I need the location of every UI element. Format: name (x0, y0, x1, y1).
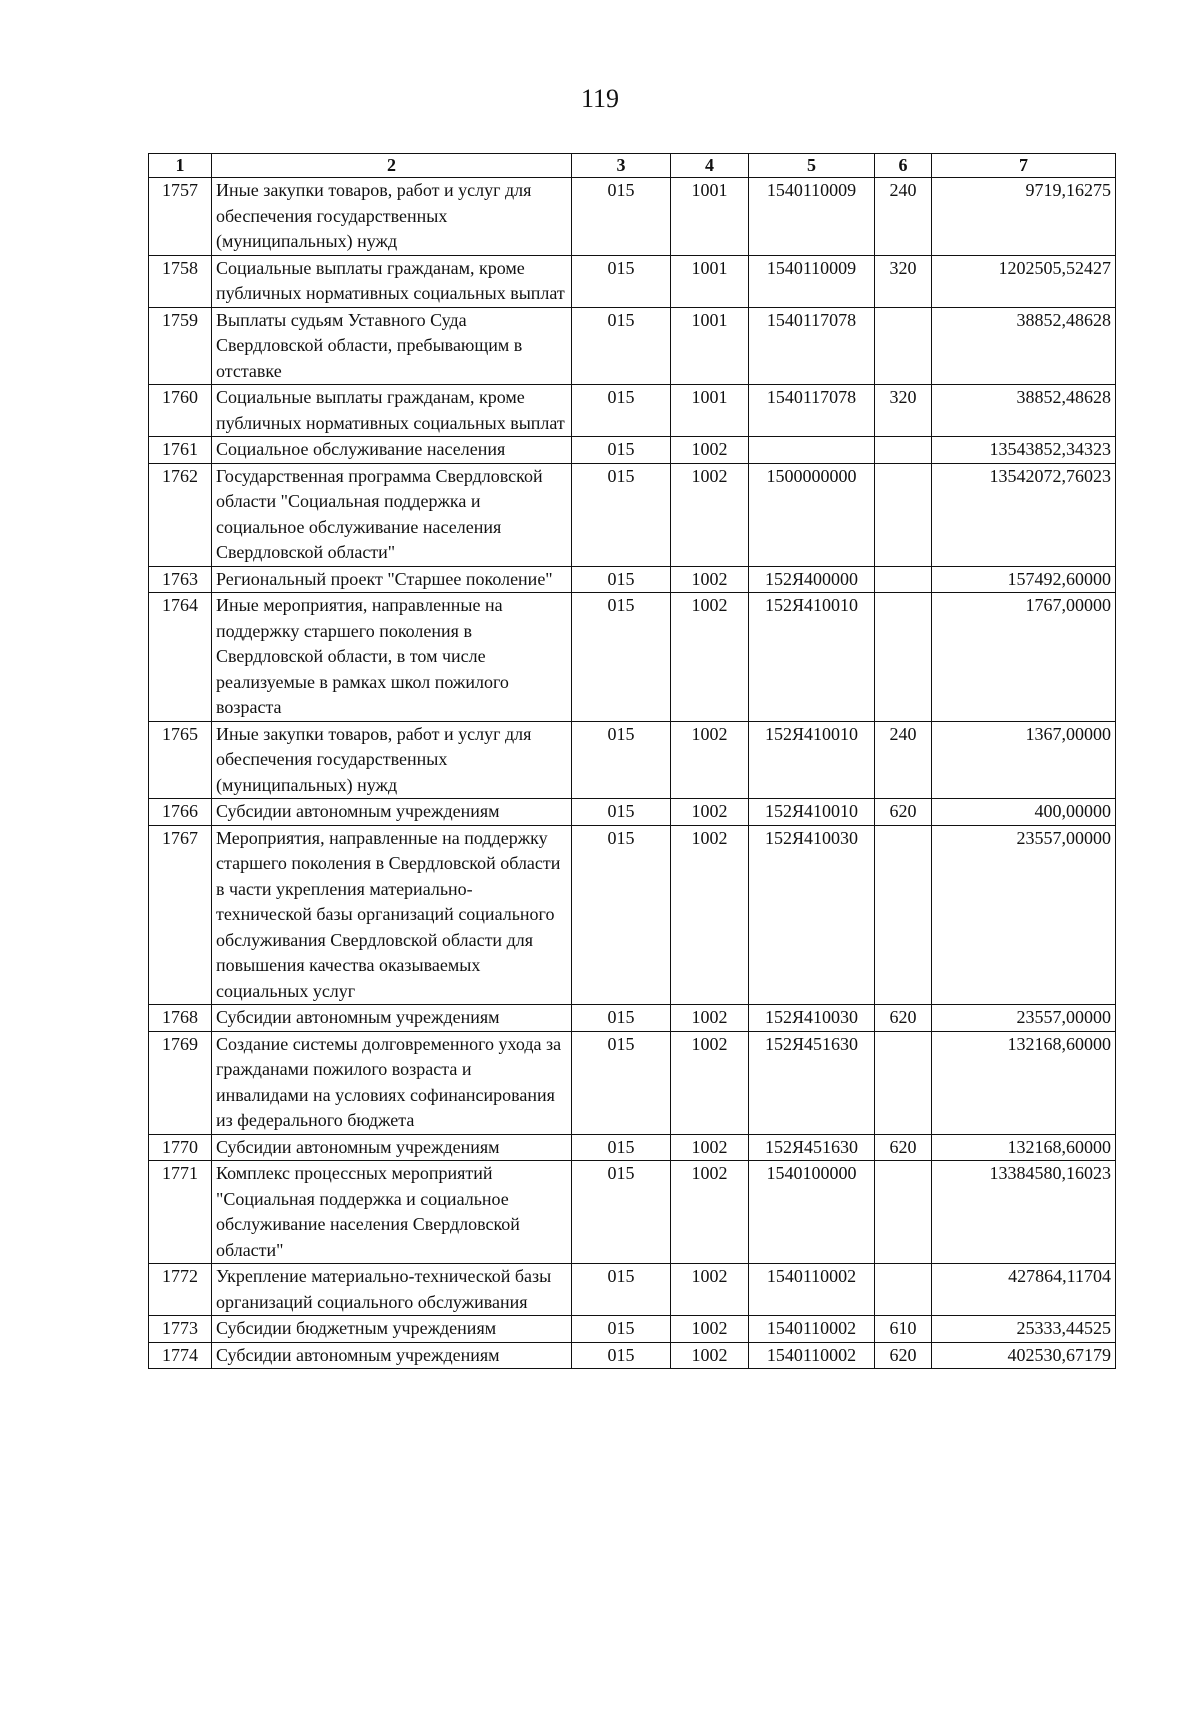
header-col-5: 5 (749, 154, 875, 178)
row-col-4: 1002 (671, 721, 749, 799)
row-col-5: 152Я410030 (749, 1005, 875, 1032)
header-col-1: 1 (149, 154, 212, 178)
table-row (149, 255, 1116, 307)
row-col-3: 015 (572, 721, 671, 799)
row-col-4: 1002 (671, 1316, 749, 1343)
row-col-6 (875, 825, 932, 1005)
row-col-6 (875, 1264, 932, 1316)
row-col-3: 015 (572, 1264, 671, 1316)
header-col-7: 7 (932, 154, 1116, 178)
row-col-3: 015 (572, 463, 671, 566)
row-col-3: 015 (572, 1031, 671, 1134)
row-sum: 157492,60000 (932, 566, 1116, 593)
row-sum: 1767,00000 (932, 593, 1116, 722)
row-name: Иные мероприятия, направленные на поддержку старшего поколения в Свердловской области, в том числе реализуемые в рамках школ пожилого возраста (212, 593, 572, 722)
row-col-4: 1002 (671, 1134, 749, 1161)
row-col-6 (875, 593, 932, 722)
row-col-4: 1002 (671, 1005, 749, 1032)
row-col-4: 1001 (671, 385, 749, 437)
row-col-6: 610 (875, 1316, 932, 1343)
row-col-5: 1540110009 (749, 178, 875, 256)
row-col-6 (875, 307, 932, 385)
row-sum: 23557,00000 (932, 1005, 1116, 1032)
row-col-4: 1002 (671, 437, 749, 464)
row-col-5: 152Я410030 (749, 825, 875, 1005)
row-name: Социальные выплаты гражданам, кроме публичных нормативных социальных выплат (212, 255, 572, 307)
table-row (149, 385, 1116, 437)
row-sum: 13542072,76023 (932, 463, 1116, 566)
row-sum: 13543852,34323 (932, 437, 1116, 464)
row-col-5: 1540110009 (749, 255, 875, 307)
row-col-4: 1002 (671, 1264, 749, 1316)
row-col-4: 1002 (671, 1342, 749, 1369)
row-col-4: 1002 (671, 463, 749, 566)
row-number: 1762 (149, 463, 212, 566)
row-number: 1769 (149, 1031, 212, 1134)
row-name: Иные закупки товаров, работ и услуг для обеспечения государственных (муниципальных) нужд (212, 178, 572, 256)
row-sum: 402530,67179 (932, 1342, 1116, 1369)
row-col-6: 620 (875, 1134, 932, 1161)
row-sum: 427864,11704 (932, 1264, 1116, 1316)
row-col-3: 015 (572, 255, 671, 307)
row-col-5: 1540117078 (749, 385, 875, 437)
table-row (149, 799, 1116, 826)
row-sum: 38852,48628 (932, 385, 1116, 437)
row-col-6: 620 (875, 799, 932, 826)
row-col-6: 320 (875, 385, 932, 437)
table-row (149, 1161, 1116, 1264)
header-col-6: 6 (875, 154, 932, 178)
row-col-5: 1500000000 (749, 463, 875, 566)
row-sum: 25333,44525 (932, 1316, 1116, 1343)
row-number: 1771 (149, 1161, 212, 1264)
row-col-3: 015 (572, 1005, 671, 1032)
row-col-6: 620 (875, 1342, 932, 1369)
table-row (149, 1031, 1116, 1134)
row-col-3: 015 (572, 566, 671, 593)
table-row (149, 178, 1116, 256)
row-number: 1759 (149, 307, 212, 385)
row-col-5: 1540110002 (749, 1316, 875, 1343)
row-col-5: 152Я410010 (749, 721, 875, 799)
budget-table (148, 153, 1116, 1369)
row-number: 1773 (149, 1316, 212, 1343)
table-row (149, 1316, 1116, 1343)
row-col-5: 1540110002 (749, 1264, 875, 1316)
table-row (149, 1134, 1116, 1161)
table-row (149, 307, 1116, 385)
row-col-6 (875, 1161, 932, 1264)
row-col-4: 1001 (671, 255, 749, 307)
table-row (149, 593, 1116, 722)
table-row (149, 566, 1116, 593)
row-number: 1765 (149, 721, 212, 799)
table-header-row (149, 154, 1116, 178)
row-number: 1764 (149, 593, 212, 722)
row-col-4: 1002 (671, 1161, 749, 1264)
row-col-6 (875, 566, 932, 593)
row-name: Укрепление материально-технической базы организаций социального обслуживания (212, 1264, 572, 1316)
row-name: Субсидии автономным учреждениям (212, 1342, 572, 1369)
table-row (149, 437, 1116, 464)
row-name: Государственная программа Свердловской области "Социальная поддержка и социальное обслуживание населения Свердловской области" (212, 463, 572, 566)
row-col-4: 1002 (671, 566, 749, 593)
row-number: 1772 (149, 1264, 212, 1316)
row-number: 1763 (149, 566, 212, 593)
row-name: Мероприятия, направленные на поддержку старшего поколения в Свердловской области в части укрепления материально-технической базы организаций социального обслуживания Свердловской области для повышения качества оказываемых социальных услуг (212, 825, 572, 1005)
row-col-5: 152Я451630 (749, 1134, 875, 1161)
header-col-4: 4 (671, 154, 749, 178)
row-col-3: 015 (572, 825, 671, 1005)
row-col-3: 015 (572, 307, 671, 385)
table-row (149, 1005, 1116, 1032)
row-col-5: 152Я400000 (749, 566, 875, 593)
row-name: Субсидии автономным учреждениям (212, 1005, 572, 1032)
row-col-6: 620 (875, 1005, 932, 1032)
row-sum: 9719,16275 (932, 178, 1116, 256)
row-col-5: 152Я410010 (749, 593, 875, 722)
row-number: 1758 (149, 255, 212, 307)
row-name: Субсидии бюджетным учреждениям (212, 1316, 572, 1343)
page-number: 119 (580, 84, 620, 113)
row-sum: 23557,00000 (932, 825, 1116, 1005)
row-col-6: 240 (875, 721, 932, 799)
row-col-5: 152Я451630 (749, 1031, 875, 1134)
row-col-3: 015 (572, 178, 671, 256)
row-col-6 (875, 437, 932, 464)
row-name: Социальное обслуживание населения (212, 437, 572, 464)
row-col-5: 1540100000 (749, 1161, 875, 1264)
row-name: Субсидии автономным учреждениям (212, 799, 572, 826)
row-col-4: 1002 (671, 593, 749, 722)
row-col-4: 1002 (671, 1031, 749, 1134)
row-col-3: 015 (572, 593, 671, 722)
row-col-3: 015 (572, 1161, 671, 1264)
row-col-3: 015 (572, 799, 671, 826)
row-col-5: 1540110002 (749, 1342, 875, 1369)
row-name: Выплаты судьям Уставного Суда Свердловской области, пребывающим в отставке (212, 307, 572, 385)
header-col-2: 2 (212, 154, 572, 178)
row-number: 1760 (149, 385, 212, 437)
table-row (149, 1342, 1116, 1369)
row-col-6: 240 (875, 178, 932, 256)
row-sum: 132168,60000 (932, 1031, 1116, 1134)
row-col-5: 1540117078 (749, 307, 875, 385)
row-col-3: 015 (572, 385, 671, 437)
row-col-3: 015 (572, 1134, 671, 1161)
row-number: 1761 (149, 437, 212, 464)
row-sum: 1202505,52427 (932, 255, 1116, 307)
row-col-5: 152Я410010 (749, 799, 875, 826)
row-col-6 (875, 1031, 932, 1134)
table-body (149, 178, 1116, 1369)
row-col-6 (875, 463, 932, 566)
row-name: Региональный проект "Старшее поколение" (212, 566, 572, 593)
row-col-3: 015 (572, 1342, 671, 1369)
row-name: Социальные выплаты гражданам, кроме публичных нормативных социальных выплат (212, 385, 572, 437)
header-col-3: 3 (572, 154, 671, 178)
row-col-4: 1001 (671, 178, 749, 256)
row-col-3: 015 (572, 437, 671, 464)
row-name: Субсидии автономным учреждениям (212, 1134, 572, 1161)
row-col-4: 1002 (671, 799, 749, 826)
row-number: 1757 (149, 178, 212, 256)
row-name: Иные закупки товаров, работ и услуг для обеспечения государственных (муниципальных) нужд (212, 721, 572, 799)
row-number: 1766 (149, 799, 212, 826)
row-sum: 1367,00000 (932, 721, 1116, 799)
row-number: 1770 (149, 1134, 212, 1161)
row-number: 1768 (149, 1005, 212, 1032)
row-col-5 (749, 437, 875, 464)
row-sum: 132168,60000 (932, 1134, 1116, 1161)
table-row (149, 463, 1116, 566)
row-number: 1767 (149, 825, 212, 1005)
row-sum: 13384580,16023 (932, 1161, 1116, 1264)
row-sum: 38852,48628 (932, 307, 1116, 385)
table-row (149, 721, 1116, 799)
row-col-3: 015 (572, 1316, 671, 1343)
table-row (149, 1264, 1116, 1316)
row-col-4: 1001 (671, 307, 749, 385)
row-name: Комплекс процессных мероприятий "Социальная поддержка и социальное обслуживание населения Свердловской области" (212, 1161, 572, 1264)
table-row (149, 825, 1116, 1005)
row-sum: 400,00000 (932, 799, 1116, 826)
row-number: 1774 (149, 1342, 212, 1369)
row-col-6: 320 (875, 255, 932, 307)
row-name: Создание системы долговременного ухода за гражданами пожилого возраста и инвалидами на условиях софинансирования из федерального бюджета (212, 1031, 572, 1134)
row-col-4: 1002 (671, 825, 749, 1005)
